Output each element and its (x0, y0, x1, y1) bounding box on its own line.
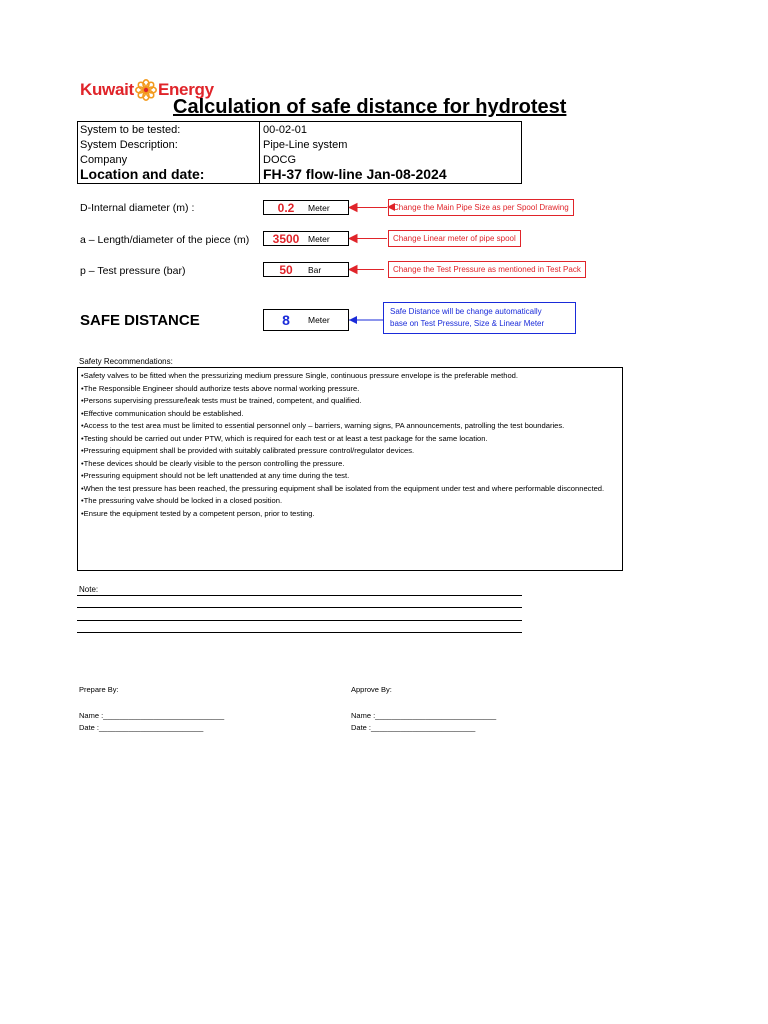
recommendation-item: •Safety valves to be fitted when the pressurizing medium pressure Single, continuous pressure envelope is the preferable method. (81, 371, 519, 380)
page-title: Calculation of safe distance for hydrotest (173, 96, 567, 118)
recommendation-item: •Effective communication should be established. (81, 408, 244, 418)
info-label-description: System Description: (80, 139, 178, 151)
flower-icon (135, 79, 157, 101)
diameter-input[interactable] (263, 200, 349, 215)
safe-distance-unit: Meter (308, 315, 330, 325)
recommendation-item: •The pressuring valve should be locked in a closed position. (81, 496, 283, 505)
info-label-location: Location and date: (80, 166, 205, 182)
diameter-unit: Meter (308, 202, 330, 213)
recommendation-item: •Pressuring equipment shall be provided with suitably calibrated pressure control/regulator devices. (81, 446, 415, 455)
note-line (77, 607, 522, 608)
diameter-note: Change the Main Pipe Size as per Spool Drawing (388, 199, 574, 216)
recommendation-item: •Persons supervising pressure/leak tests must be trained, competent, and qualified. (81, 396, 362, 405)
recommendations-label: Safety Recommendations: (79, 357, 173, 366)
pressure-input[interactable] (263, 262, 349, 277)
logo-word-energy: Energy (157, 80, 214, 99)
info-label-system: System to be tested: (80, 124, 181, 136)
safe-distance-label: SAFE DISTANCE (80, 312, 200, 329)
length-input[interactable] (263, 231, 349, 246)
info-label-company: Company (80, 154, 128, 166)
recommendation-item: •When the test pressure has been reached, the pressuring equipment shall be isolated from the equipment under test and where performable disconnected. (81, 483, 605, 493)
approve-date-field: Date :_________________________ (351, 723, 476, 732)
pressure-label: p – Test pressure (bar) (80, 265, 186, 277)
recommendation-item: •Testing should be carried out under PTW, which is required for each test or at least a test package for the same location. (81, 433, 488, 443)
logo-word-kuwait: Kuwait (80, 80, 134, 99)
recommendation-item: •These devices should be clearly visible to the person controlling the pressure. (81, 458, 345, 468)
diameter-label: D-Internal diameter (m) : (80, 202, 195, 214)
safe-distance-note (383, 302, 576, 334)
note-line (77, 620, 522, 621)
prepare-by-label: Prepare By: (79, 685, 119, 694)
divider (259, 122, 260, 183)
length-unit: Meter (308, 233, 330, 244)
note-line (77, 632, 522, 633)
approve-by-label: Approve By: (351, 685, 392, 694)
diameter-value: 0.2 (277, 200, 295, 215)
pressure-value: 50 (279, 262, 293, 277)
note-line (77, 595, 522, 596)
length-label: a – Length/diameter of the piece (m) (80, 234, 250, 246)
recommendation-item: •The Responsible Engineer should authorize tests above normal working pressure. (81, 383, 360, 393)
approve-name-field: Name :_____________________________ (351, 711, 497, 720)
recommendation-item: •Access to the test area must be limited to essential personnel only – barriers, warning signs, PA announcements, patrolling the test boundaries. (81, 421, 565, 430)
pressure-note: Change the Test Pressure as mentioned in Test Pack (388, 261, 586, 278)
prepare-name-field: Name :_____________________________ (79, 711, 225, 720)
info-value-system: 00-02-01 (263, 124, 308, 136)
safe-note-line2: base on Test Pressure, Size & Linear Meter (390, 319, 545, 328)
safe-distance-value: 8 (282, 312, 290, 328)
length-note: Change Linear meter of pipe spool (388, 230, 521, 247)
pressure-unit: Bar (308, 264, 322, 275)
note-label: Note: (79, 585, 99, 594)
info-value-location: FH-37 flow-line Jan-08-2024 (263, 166, 447, 182)
system-info-box (77, 121, 522, 184)
recommendation-item: •Pressuring equipment should not be left unattended at any time during the test. (81, 471, 350, 480)
recommendations-box (77, 367, 623, 571)
length-value: 3500 (272, 231, 300, 246)
info-value-description: Pipe-Line system (263, 139, 348, 151)
safe-distance-output (263, 309, 349, 331)
arrow-icons (349, 200, 391, 280)
prepare-date-field: Date :_________________________ (79, 723, 204, 732)
safe-note-line1: Safe Distance will be change automatically (390, 307, 542, 316)
recommendation-item: •Ensure the equipment tested by a competent person, prior to testing. (81, 508, 315, 518)
blue-arrow-icon (349, 310, 385, 330)
info-value-company: DOCG (263, 154, 296, 166)
